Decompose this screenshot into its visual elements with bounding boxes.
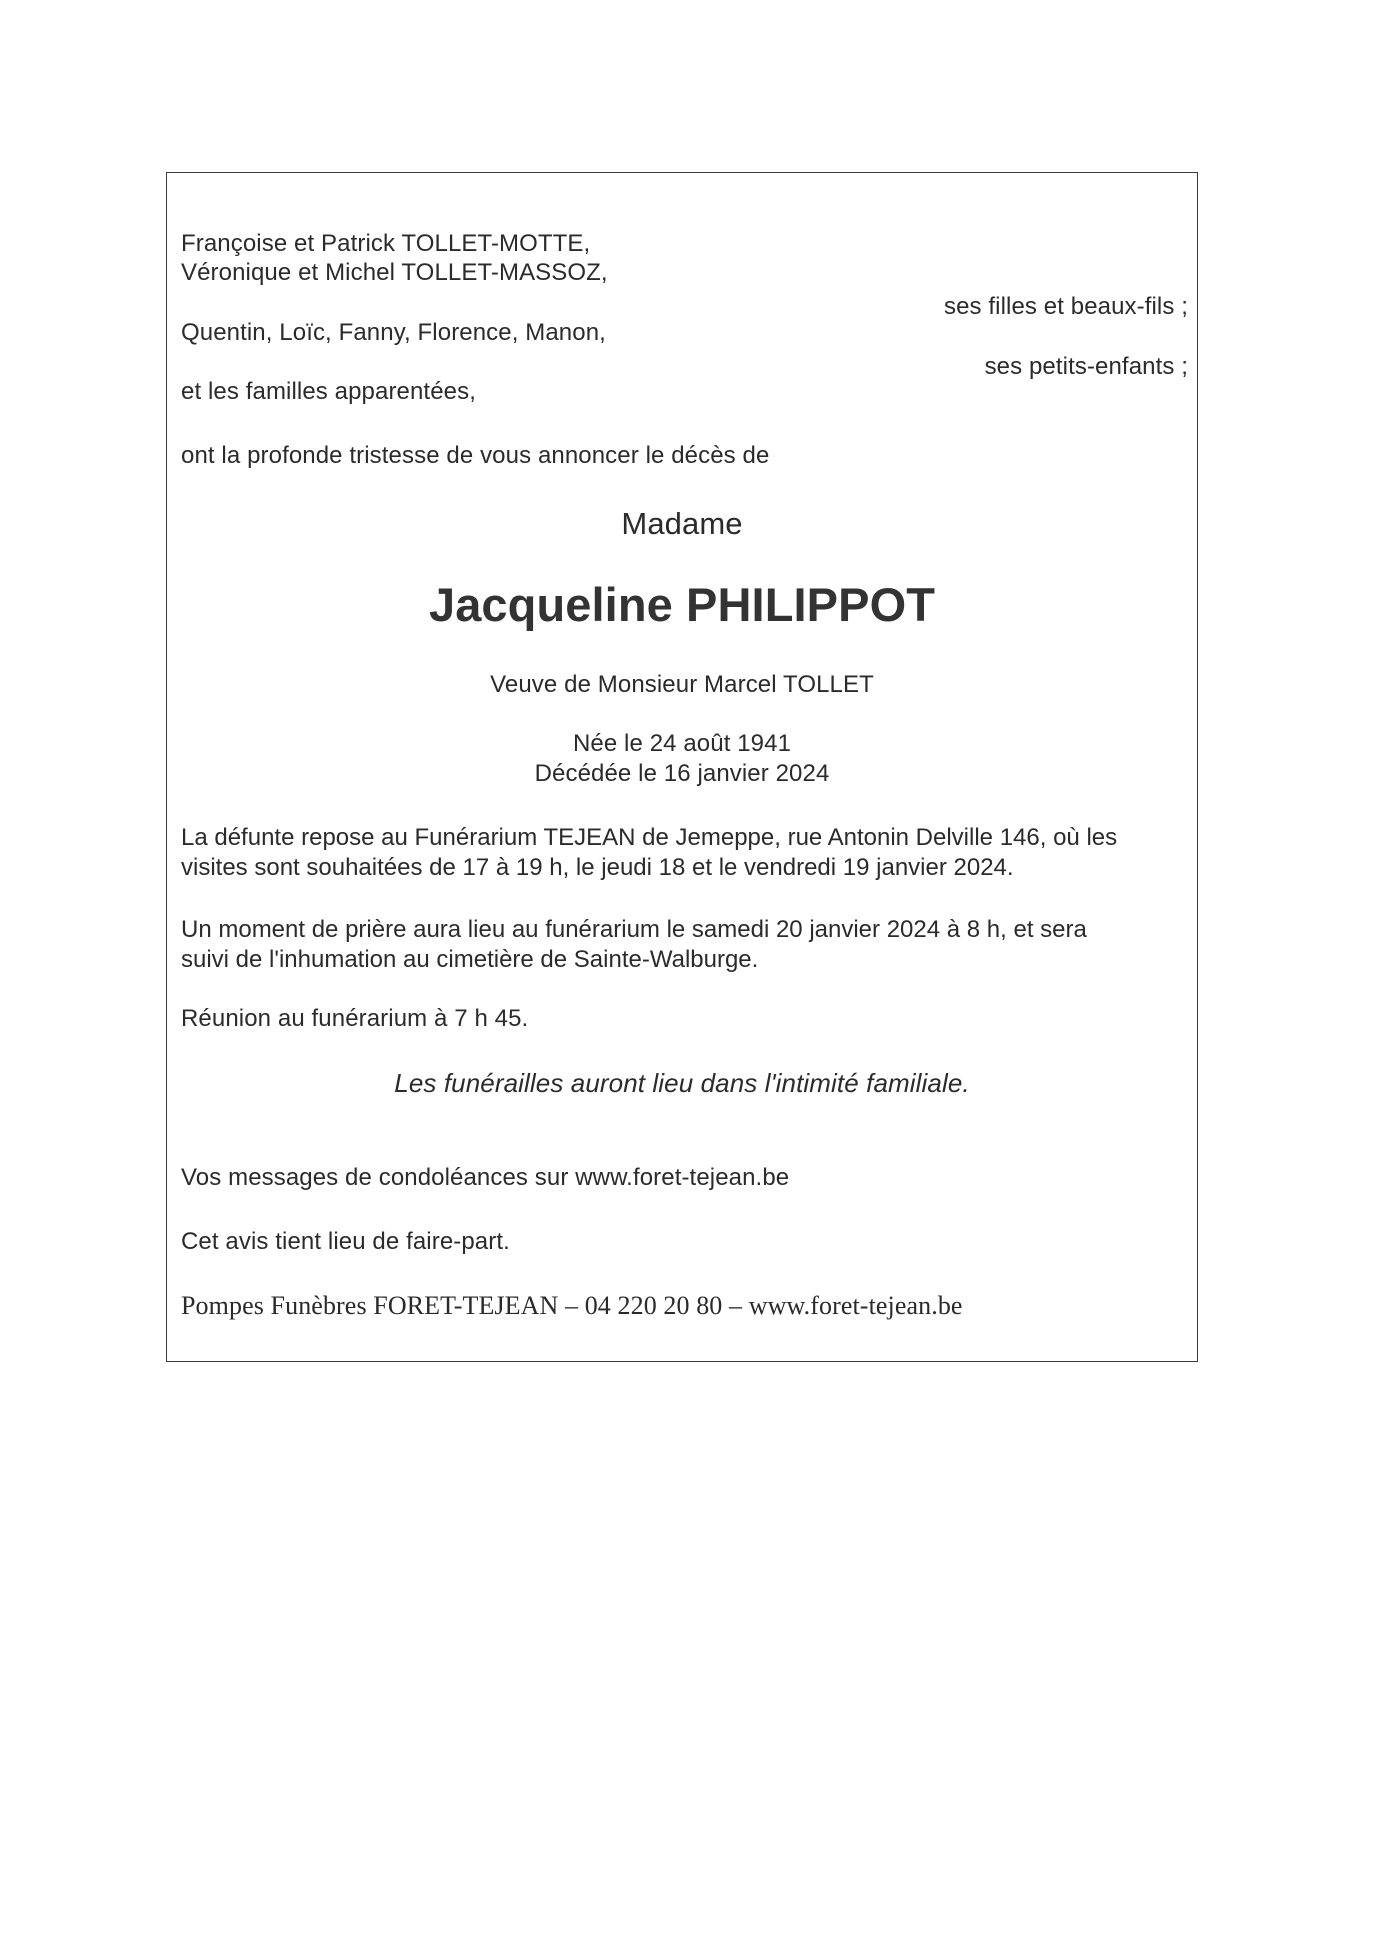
deceased-name: Jacqueline PHILIPPOT <box>428 578 936 631</box>
daughters-role: ses filles et beaux-fils ; <box>943 293 1188 320</box>
family-relatives: et les familles apparentées, <box>181 378 476 405</box>
family-daughters-line-2: Véronique et Michel TOLLET-MASSOZ, <box>181 259 608 286</box>
widow-of: Veuve de Monsieur Marcel TOLLET <box>490 671 874 698</box>
prayer-line-2: suivi de l'inhumation au cimetière de Sainte-Walburge. <box>181 946 759 973</box>
meeting-text: Réunion au funérarium à 7 h 45. <box>181 1005 529 1032</box>
prayer-line-1: Un moment de prière aura lieu au funérarium le samedi 20 janvier 2024 à 8 h, et sera <box>181 916 1087 943</box>
funeral-home-footer: Pompes Funèbres FORET-TEJEAN – 04 220 20 80 – www.foret-tejean.be <box>181 1291 963 1320</box>
grandchildren-role: ses petits-enfants ; <box>984 353 1188 380</box>
private-funeral-text: Les funérailles auront lieu dans l'intimité familiale. <box>394 1068 970 1098</box>
prayer-paragraph <box>181 915 1186 975</box>
visitation-line-1: La défunte repose au Funérarium TEJEAN de Jemeppe, rue Antonin Delville 146, où les <box>181 824 1118 851</box>
visitation-line-2: visites sont souhaitées de 17 à 19 h, le jeudi 18 et le vendredi 19 janvier 2024. <box>181 854 1014 881</box>
condolences-text: Vos messages de condoléances sur www.foret-tejean.be <box>181 1164 790 1191</box>
death-date: Décédée le 16 janvier 2024 <box>534 760 830 787</box>
deceased-title: Madame <box>621 506 743 541</box>
announcement-text: ont la profonde tristesse de vous annoncer le décès de <box>181 442 770 469</box>
family-grandchildren: Quentin, Loïc, Fanny, Florence, Manon, <box>181 319 606 346</box>
notice-text: Cet avis tient lieu de faire-part. <box>181 1228 510 1255</box>
birth-date: Née le 24 août 1941 <box>572 730 792 757</box>
visitation-paragraph <box>181 823 1186 883</box>
family-daughters-line-1: Françoise et Patrick TOLLET-MOTTE, <box>181 230 591 257</box>
